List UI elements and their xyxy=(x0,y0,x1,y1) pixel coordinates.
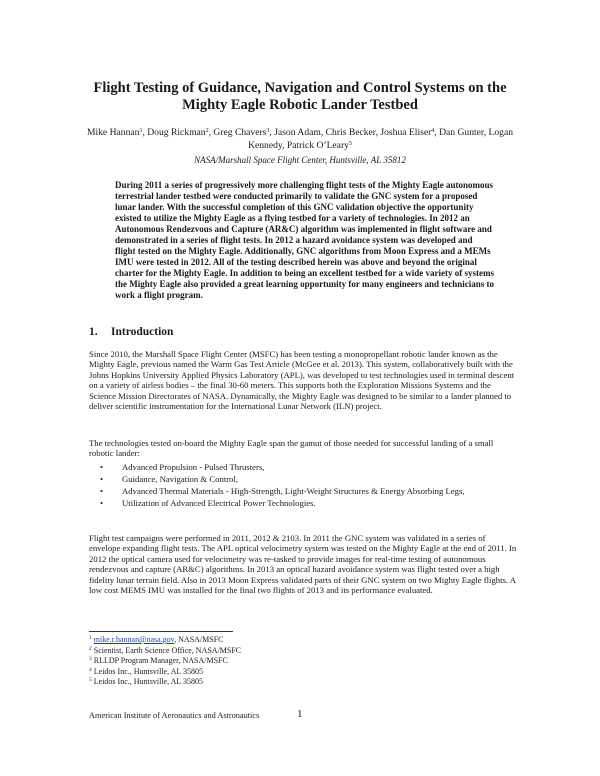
author-footnote-mark: 3 xyxy=(266,128,270,134)
author-name: Greg Chavers xyxy=(213,127,267,138)
body-paragraph: The technologies tested on-board the Mighty Eagle span the gamut of those needed for successful landing of a small robotic lander: xyxy=(89,438,494,459)
footnote-list xyxy=(89,635,389,688)
author-name: Doug Rickman xyxy=(147,127,206,138)
bullet-icon: • xyxy=(100,498,104,508)
author-footnote-mark: 2 xyxy=(205,128,209,134)
bullet-icon: • xyxy=(100,486,104,496)
abstract: During 2011 a series of progressively more challenging flight tests of the Mighty Eagle autonomous terrestrial lander testbed were conducted primarily to validate the GNC system for a proposed lunar lander. With the successful completion of this GNC validation objective the opportunity existed to utilize the Mighty Eagle as a flying testbed for a variety of technologies. In 2012 an Autonomous Rendezvous and Capture (AR&C) algorithm was implemented in flight software and demonstrated in a series of flight tests. In 2012 a hazard avoidance system was developed and flight tested on the Mighty Eagle. Additionally, GNC algorithms from Moon Express and a MEMs IMU were tested in 2012. All of the testing described herein was above and beyond the original charter for the Mighty Eagle. In addition to being an excellent testbed for a wide variety of systems the Mighty Eagle also provided a great learning opportunity for many engineers and technicians to work a flight program. xyxy=(115,180,495,300)
author-footnote-mark: 5 xyxy=(348,140,352,147)
body-paragraph: Since 2010, the Marshall Space Flight Center (MSFC) has been testing a monopropellant robotic lander known as the Mighty Eagle, previous named the Warm Gas Test Article (McGee et al. 2013). This system, collaboratively built with the Johns Hopkins University Applied Physics Laboratory (APL), was developed to test technologies used in terminal descent on a variety of airless bodies – the final 30-60 meters. This supports both the Exploration Missions Systems and the Science Mission Directorates of NASA. Dynamically, the Mighty Eagle was designed to be similar to a lander planned to deliver scientific instrumentation for the International Lunar Network (ILN) project. xyxy=(89,349,515,412)
page-footer: American Institute of Aeronautics and Astronautics xyxy=(89,711,260,720)
author-name: Mike Hannan xyxy=(86,127,140,138)
bullet-list xyxy=(100,462,518,510)
bullet-icon: • xyxy=(100,474,104,484)
author-name: Jason Adam, Chris Becker, Joshua Eliser xyxy=(274,127,432,138)
list-item: • Guidance, Navigation & Control, xyxy=(100,474,239,484)
author-footnote-mark: 4 xyxy=(431,128,435,134)
affiliation: NASA/Marshall Space Flight Center, Huntsville, AL 35812 xyxy=(194,155,406,165)
footnote: $^5$ Leidos Inc., Huntsville, AL 35805 xyxy=(89,677,203,686)
email-link[interactable]: mike.r.hannan@nasa.gov xyxy=(93,635,175,644)
section-number: 1. xyxy=(89,326,98,338)
list-item: • Advanced Thermal Materials - High-Strength, Light-Weight Structures & Energy Absorbing Legs, xyxy=(100,486,465,496)
body-paragraph: Flight test campaigns were performed in 2011, 2012 & 2103. In 2011 the GNC system was validated in a series of envelope expanding flight tests. The APL optical velocimetry system was tested on the Mighty Eagle at the end of 2011. In 2012 the optical camera used for velocimetry was re-tasked to provide images for real-time testing of autonomous rendezvous and capture (AR&C) algorithms. In 2013 an optical hazard avoidance system was flight tested over a high fidelity lunar terrain field. Also in 2013 Moon Express validated parts of their GNC system on two Mighty Eagle flights. A low cost MEMS IMU was installed for the final two flights of 2013 and its performance evaluated. xyxy=(89,533,517,596)
footnote: $^3$ RLLDP Program Manager, NASA/MSFC xyxy=(89,656,228,665)
author-name: Dan Gunter, Logan Kennedy, Patrick O’Leary xyxy=(248,127,514,151)
footnote-divider xyxy=(89,631,233,632)
footnote: $^1$ mike.r.hannan@nasa.gov, NASA/MSFC xyxy=(89,635,224,644)
footnote: $^2$ Scientist, Earth Science Office, NASA/MSFC xyxy=(89,645,242,655)
section-heading xyxy=(89,325,173,339)
page-number: 1 xyxy=(297,708,303,720)
paper-title: Flight Testing of Guidance, Navigation and Control Systems on the Mighty Eagle Robotic Lander Testbed xyxy=(93,80,507,113)
section-title: Introduction xyxy=(111,326,174,338)
bullet-icon: • xyxy=(100,462,104,472)
footnote: $^4$ Leidos Inc., Huntsville, AL 35805 xyxy=(89,666,203,676)
author-list: Mike Hannan$^1$, Doug Rickman$^2$, Greg Chavers$^3$, Jason Adam, Chris Becker, Joshua Eliser$^4$, Dan Gunter, Logan Kennedy, Patrick O’Leary$^5$ xyxy=(86,127,514,151)
author-footnote-mark: 1 xyxy=(139,128,143,134)
list-item: • Advanced Propulsion - Pulsed Thrusters, xyxy=(100,462,265,472)
list-item: • Utilization of Advanced Electrical Power Technologies. xyxy=(100,498,316,508)
